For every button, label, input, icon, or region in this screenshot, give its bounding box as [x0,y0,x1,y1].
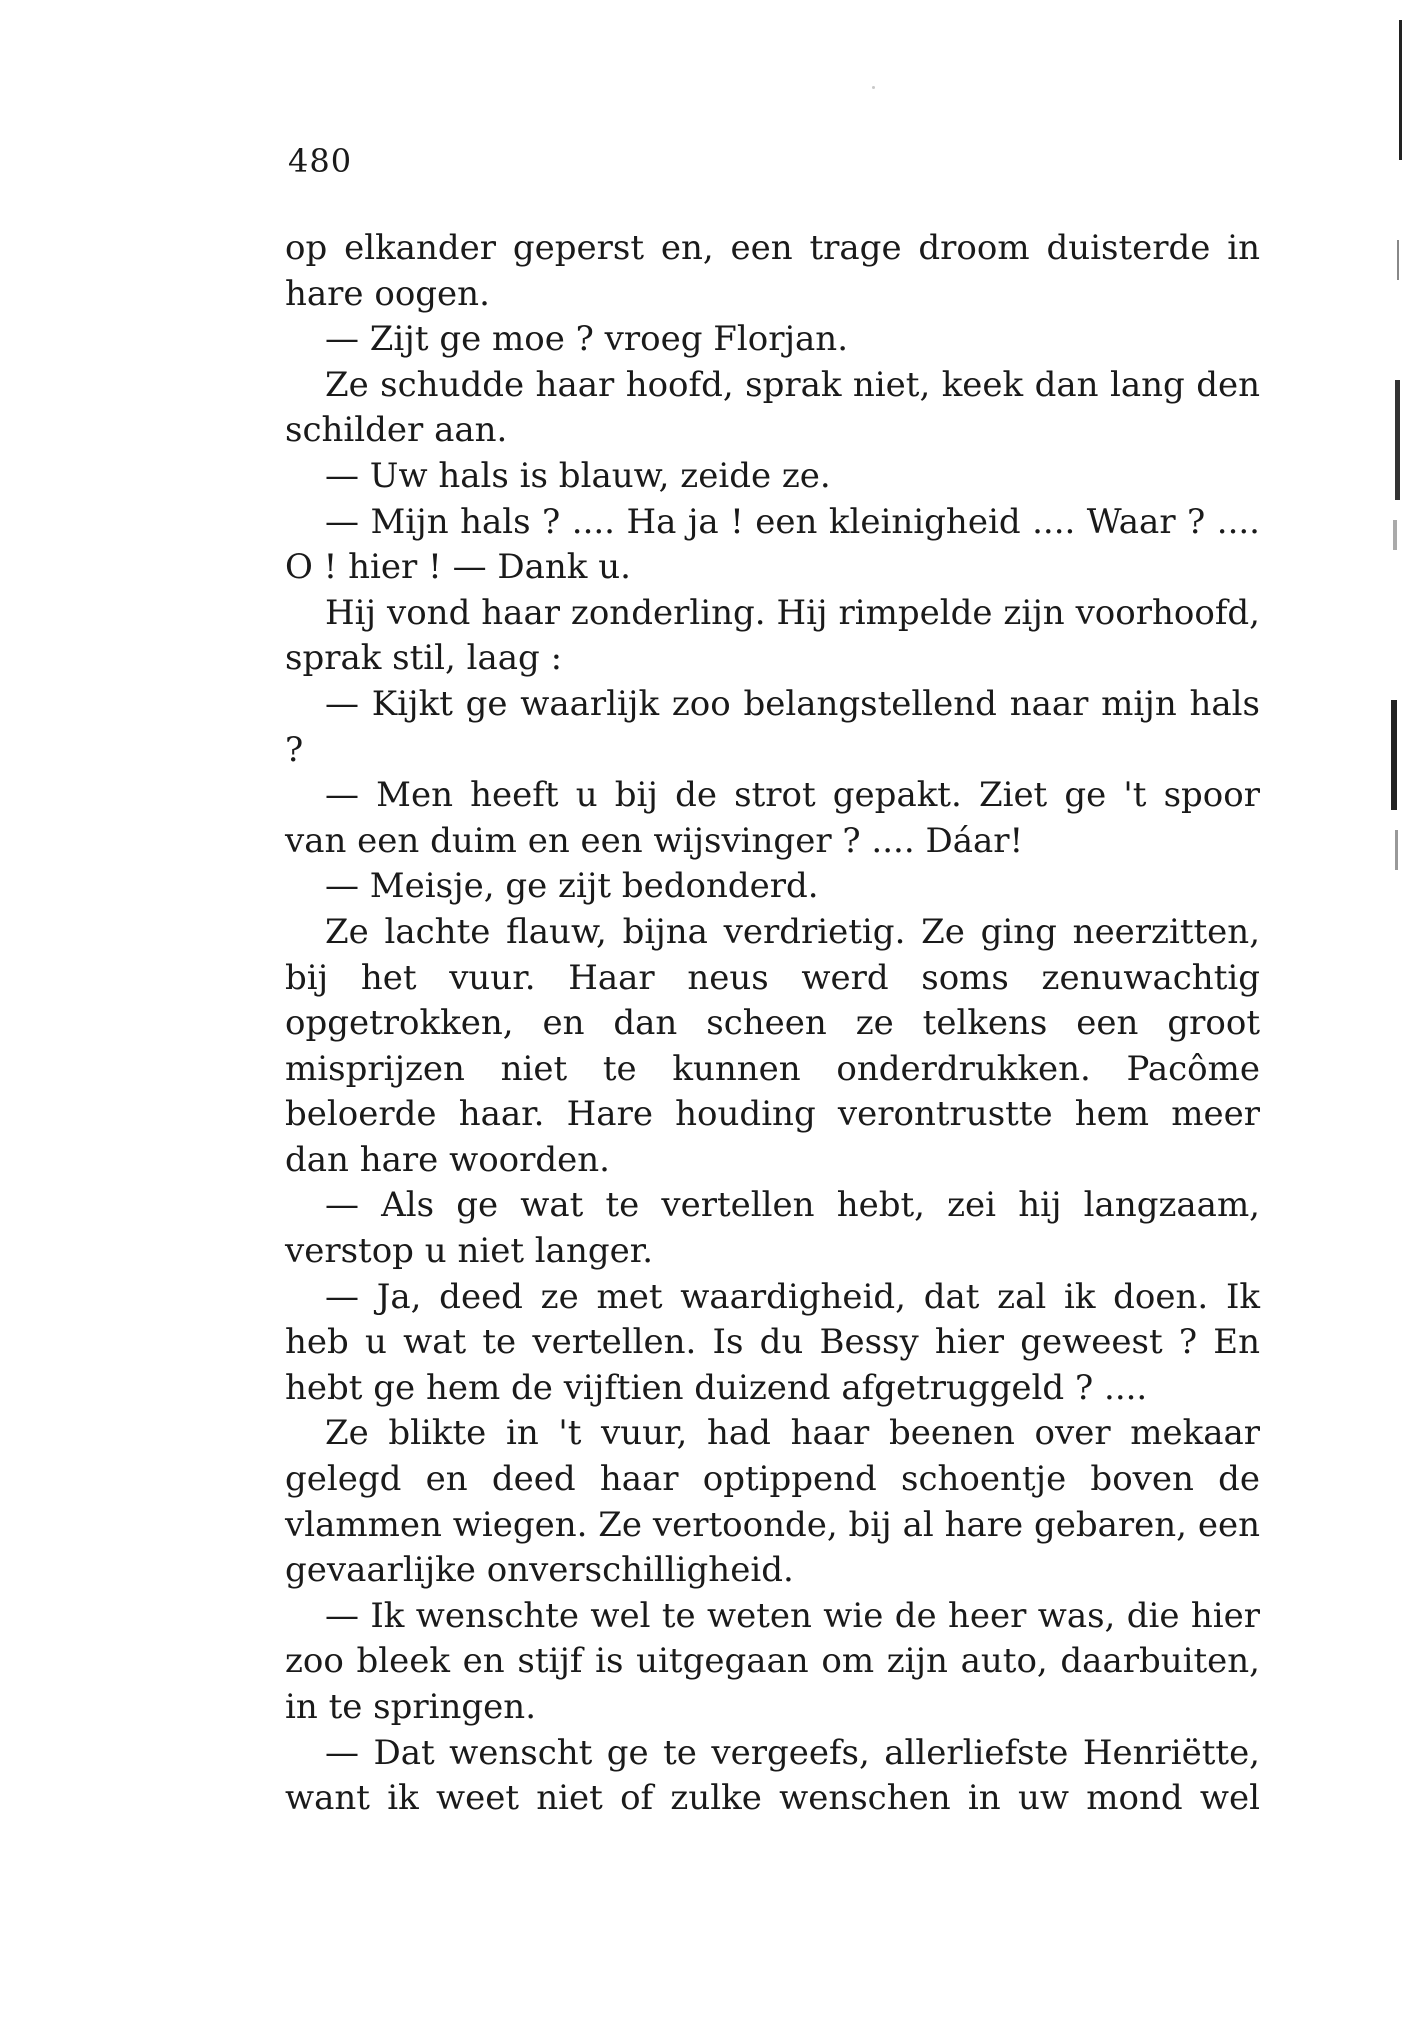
paragraph: Ze blikte in 't vuur, had haar beenen over mekaar gelegd en deed haar optippend schoentje boven de vlammen wiegen. Ze vertoonde, bij al hare gebaren, een gevaarlijke onverschilligheid. [285,1413,1260,1591]
paragraph: Ze schudde haar hoofd, sprak niet, keek dan lang den schilder aan. [285,364,1260,451]
paragraph: Ze lachte flauw, bijna verdrietig. Ze ging neerzitten, bij het vuur. Haar neus werd soms zenuwachtig opgetrokken, en dan scheen ze telkens een groot misprijzen niet te kunnen onderdrukken. Pacôme beloerde haar. Hare houding verontrustte hem meer dan hare woorden. [285,911,1260,1180]
page-number: 480 [288,142,353,180]
paragraph: — Meisje, ge zijt bedonderd. [325,866,819,907]
paragraph: — Men heeft u bij de strot gepakt. Ziet ge 't spoor van een duim en een wijsvinger ? .... Dáar! [285,775,1260,861]
paper-speck [872,86,875,89]
paragraph: — Als ge wat te vertellen hebt, zei hij langzaam, verstop u niet langer. [285,1185,1260,1272]
paragraph: — Kijkt ge waarlijk zoo belangstellend naar mijn hals ? [285,683,1260,770]
paragraph: — Ik wenschte wel te weten wie de heer was, die hier zoo bleek en stijf is uitgegaan om zijn auto, daarbuiten, in te springen. [285,1595,1260,1727]
scan-edge-shadow [1377,0,1403,900]
paragraph: — Dat wenscht ge te vergeefs, allerliefste Henriëtte, want ik weet niet of zulke wenschen in uw mond wel [285,1732,1260,1819]
body-text [285,226,1260,1822]
paragraph: — Mijn hals ? .... Ha ja ! een kleinigheid .... Waar ? .... O ! hier ! — Dank u. [285,501,1260,588]
paragraph: op elkander geperst en, een trage droom duisterde in hare oogen. [285,228,1260,314]
paragraph: Hij vond haar zonderling. Hij rimpelde zijn voorhoofd, sprak stil, laag : [285,592,1260,679]
paragraph: — Zijt ge moe ? vroeg Florjan. [325,319,849,360]
paragraph: — Ja, deed ze met waardigheid, dat zal ik doen. Ik heb u wat te vertellen. Is du Bessy hier geweest ? En hebt ge hem de vijftien duizend afgetruggeld ? .... [285,1276,1260,1408]
paragraph: — Uw hals is blauw, zeide ze. [325,455,831,496]
